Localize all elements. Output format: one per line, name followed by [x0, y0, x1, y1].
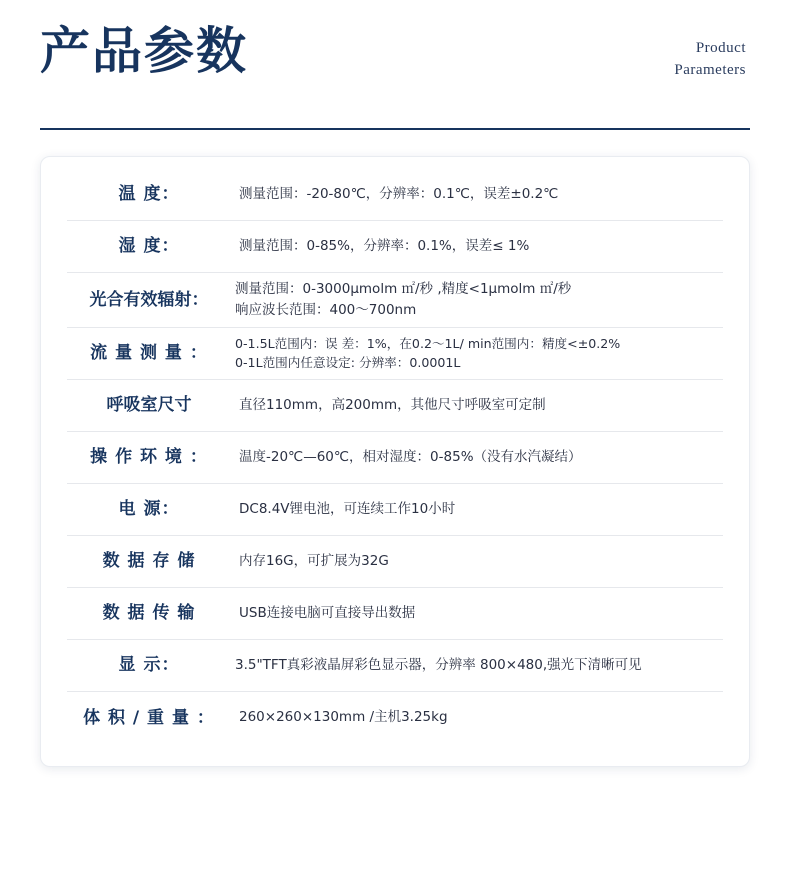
specifications-card — [40, 156, 750, 767]
header-divider — [40, 128, 750, 130]
spec-value-chamber-size — [235, 395, 723, 416]
spec-row-par — [67, 273, 723, 328]
spec-row-data-storage — [67, 536, 723, 588]
spec-value-power-supply — [235, 499, 723, 520]
spec-value-humidity — [235, 236, 723, 257]
spec-row-flow-measurement — [67, 328, 723, 380]
spec-label-dimensions-weight: 体 积 / 重 量 ： — [83, 707, 215, 728]
spec-value-line: 0-1.5L范围内：误 差：1%，在0.2～1L/ min范围内：精度<±0.2% — [235, 335, 621, 351]
spec-value-line: 响应波长范围：400～700nm — [235, 301, 417, 318]
spec-row-dimensions-weight — [67, 692, 723, 744]
spec-value-temperature — [235, 184, 723, 205]
page-title: 产品参数 — [40, 22, 248, 80]
page-title-english — [674, 38, 746, 82]
spec-label-operating-environment: 操 作 环 境 ： — [90, 447, 208, 468]
spec-value-data-storage — [235, 551, 723, 572]
spec-value-data-transfer — [235, 603, 723, 624]
spec-value-line: 测量范围：0-3000μmolm ㎡/秒 ,精度<1μmolm ㎡/秒 — [235, 281, 572, 297]
spec-label-chamber-size: 呼吸室尺寸 — [106, 395, 192, 416]
spec-value-line: 温度-20℃—60℃，相对湿度：0-85%（没有水汽凝结） — [239, 448, 582, 465]
spec-row-temperature — [67, 169, 723, 221]
spec-value-par — [235, 279, 723, 321]
spec-label-power-supply: 电 源： — [118, 499, 180, 520]
spec-row-operating-environment — [67, 432, 723, 484]
spec-value-line: 测量范围：0-85%，分辨率：0.1%，误差≤ 1% — [239, 238, 530, 255]
spec-value-flow-measurement — [235, 334, 723, 373]
spec-value-line: 0-1L范围内任意设定: 分辨率：0.0001L — [235, 355, 461, 371]
spec-row-power-supply — [67, 484, 723, 536]
spec-value-display — [235, 655, 723, 676]
spec-value-dimensions-weight — [235, 707, 723, 728]
page-title-english-line2: Parameters — [674, 61, 746, 78]
spec-label-temperature: 温 度： — [118, 184, 180, 205]
spec-value-line: 3.5"TFT真彩液晶屏彩色显示器，分辨率 800×480,强光下清晰可见 — [235, 656, 642, 673]
spec-label-data-storage: 数 据 存 储 — [102, 551, 196, 572]
spec-value-line: 内存16G，可扩展为32G — [239, 552, 389, 569]
spec-row-display — [67, 640, 723, 692]
page-header — [40, 0, 750, 130]
spec-row-humidity — [67, 221, 723, 273]
page-title-english-line1: Product — [695, 40, 746, 56]
spec-label-flow-measurement: 流 量 测 量 ： — [90, 343, 208, 364]
spec-value-operating-environment — [235, 447, 723, 468]
spec-label-display: 显 示： — [118, 655, 180, 676]
spec-row-chamber-size — [67, 380, 723, 432]
spec-label-data-transfer: 数 据 传 输 — [102, 603, 196, 624]
spec-label-humidity: 湿 度： — [118, 236, 180, 257]
spec-value-line: 测量范围：-20-80℃，分辨率：0.1℃，误差±0.2℃ — [239, 186, 559, 203]
spec-label-par: 光合有效辐射： — [89, 289, 209, 310]
spec-value-line: DC8.4V锂电池，可连续工作10小时 — [239, 500, 456, 517]
spec-value-line: 直径110mm，高200mm，其他尺寸呼吸室可定制 — [239, 396, 546, 413]
spec-row-data-transfer — [67, 588, 723, 640]
spec-value-line: 260×260×130mm /主机3.25kg — [239, 709, 448, 726]
spec-value-line: USB连接电脑可直接导出数据 — [239, 604, 416, 621]
